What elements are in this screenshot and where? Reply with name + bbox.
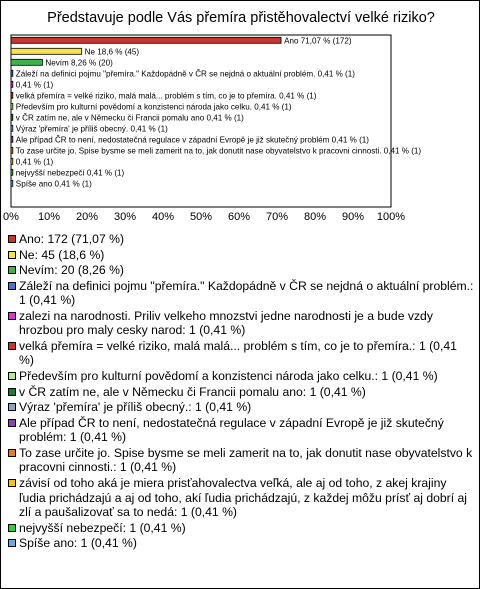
legend-swatch [8,372,16,380]
legend-item [8,521,474,536]
chart-legend [8,232,474,552]
legend-label: Spíše ano: 1 (0,41 %) [19,536,137,551]
legend-label: Záleží na definici pojmu "přemíra." Každopádně v ČR se nejdná o aktuální problém.: 1 (0,41 %) [19,278,474,308]
chart-title: Představuje podle Vás přemíra přistěhovalectví velké riziko? [47,10,435,26]
bar [11,114,13,120]
legend-swatch [8,524,16,532]
legend-swatch [8,539,16,547]
x-tick-label: 0% [3,211,19,223]
legend-item [8,248,474,263]
legend-swatch [8,449,16,457]
bar [11,147,13,153]
bar [11,81,13,87]
legend-item [8,309,474,338]
legend-label: velká přemíra = velké riziko, malá malá... problém s tím, co je to přemíra.: 1 (0,41 %) [19,338,457,368]
legend-item [8,536,474,551]
bar-label: Záleží na definici pojmu "přemíra." Každopádně v ČR se nejdná o aktuální problém. 0,41 % (1) [15,69,355,79]
legend-swatch [8,266,16,274]
x-tick-label: 80% [303,211,327,223]
x-tick-label: 100% [376,211,406,223]
bar-label: 0,41 % (1) [15,157,54,167]
bar-label: nejvyšší nebezpečí 0,41 % (1) [15,168,125,178]
legend-item [8,369,474,384]
legend-item [8,446,474,475]
bar-plot [1,1,480,231]
legend-label: závisí od toho aká je miera prisťahovalectva veľká, ale aj od toho, z akej krajiny ľudia prichádzajú a aj od toho, akí ľudia prichádzajú, z každej môžu prísť aj dobrí aj zlí a paušalizovať sa to nedá: 1 (0,41 %) [19,476,467,520]
legend-item [8,263,474,278]
x-tick-label: 70% [265,211,289,223]
bar [11,169,13,175]
bar-label: Výraz 'přemíra' je příliš obecný. 0,41 % (1) [15,124,168,134]
bar [11,136,13,142]
bar [11,48,82,54]
bar [11,125,13,131]
x-tick-label: 20% [75,211,99,223]
legend-label: Ano: 172 (71,07 %) [19,232,125,246]
legend-label: Výraz 'přemíra' je příliš obecný.: 1 (0,41 %) [19,400,252,415]
legend-swatch [8,342,16,350]
legend-label: Ale případ ČR to není, nedostatečná regulace v západní Evropě je již skutečný problém: 1 (0,41 %) [19,415,444,445]
bar-label: Ne 18,6 % (45) [84,47,140,57]
bar [11,70,13,76]
legend-label: nejvyšší nebezpečí: 1 (0,41 %) [19,520,186,535]
legend-swatch [8,403,16,411]
bar-label: Nevím 8,26 % (20) [45,58,113,68]
bar-label: velká přemíra = velké riziko, malá malá... problém s tím, co je to přemíra. 0,41 % (1) [15,91,317,101]
bar-label: To zase určite jo. Spise bysme se meli zamerit na to, jak donutit nase obyvatelstvo k pracovni cinnosti. 0,41 % (1) [15,146,422,156]
legend-item [8,400,474,415]
x-tick-label: 10% [37,211,61,223]
legend-label: zalezi na narodnosti. Priliv velkeho mnozstvi jedne narodnosti je a bude vzdy hrozbou pro maly cesky narod: 1 (0,41 %) [19,308,433,338]
legend-item [8,279,474,308]
legend-swatch [8,235,16,243]
bar-label: Především pro kulturní povědomí a konzistenci národa jako celku. 0,41 % (1) [15,102,292,112]
bar-label: Ale případ ČR to není, nedostatečná regulace v západní Evropě je již skutečný problém 0,41 % (1) [15,135,369,145]
x-tick-label: 40% [151,211,175,223]
bar [11,37,281,43]
legend-swatch [8,312,16,320]
x-tick-label: 60% [227,211,251,223]
legend-item [8,339,474,368]
legend-swatch [8,388,16,396]
bar [11,59,42,65]
bar-label: Spíše ano 0,41 % (1) [15,179,92,189]
x-tick-label: 50% [189,211,213,223]
legend-swatch [8,282,16,290]
legend-label: Nevím: 20 (8,26 %) [19,263,124,278]
bar [11,103,13,109]
legend-item [8,232,474,247]
legend-swatch [8,479,16,487]
legend-swatch [8,251,16,259]
legend-label: v ČR zatím ne, ale v Německu či Francii pomalu ano: 1 (0,41 %) [19,384,366,399]
legend-item [8,416,474,445]
bar [11,180,13,186]
bar-label: Ano 71,07 % (172) [284,36,352,46]
x-tick-label: 90% [341,211,365,223]
legend-label: Především pro kulturní povědomí a konzistenci národa jako celku.: 1 (0,41 %) [19,369,438,384]
bar [11,92,13,98]
legend-item [8,385,474,400]
legend-swatch [8,419,16,427]
bar-label: 0,41 % (1) [15,80,54,90]
x-tick-label: 30% [113,211,137,223]
legend-label: Ne: 45 (18,6 %) [19,247,105,262]
bar [11,158,13,164]
legend-label: To zase určite jo. Spise bysme se meli zamerit na to, jak donutit nase obyvatelstvo k pracovni cinnosti.: 1 (0,41 %) [19,445,473,475]
legend-item [8,476,474,520]
bar-label: v ČR zatím ne, ale v Německu či Francii pomalu ano 0,41 % (1) [15,113,244,123]
